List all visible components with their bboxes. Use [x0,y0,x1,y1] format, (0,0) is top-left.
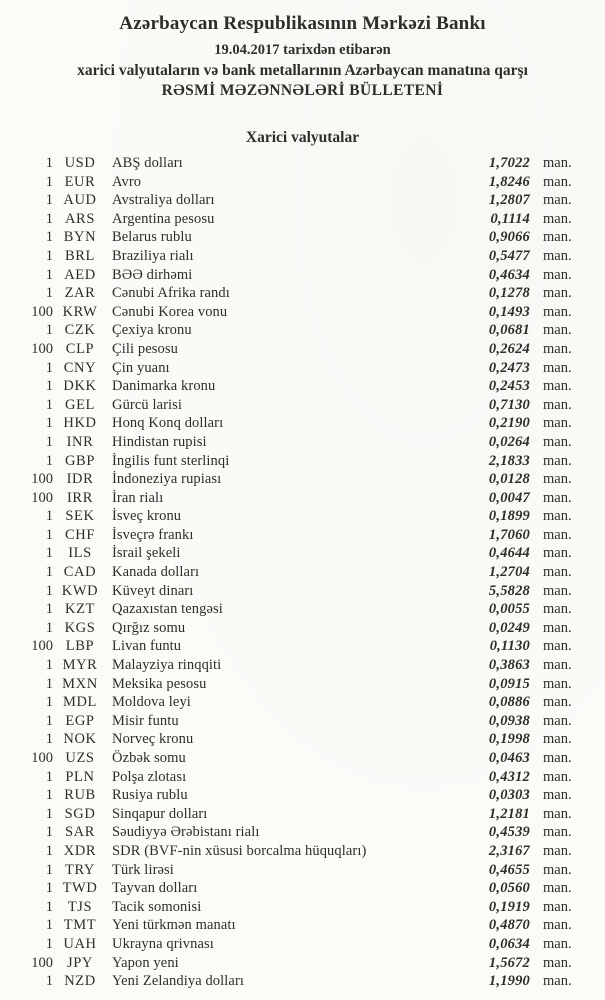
table-row [0,637,605,656]
row-unit-label: man. [543,917,572,934]
table-row [0,359,605,378]
row-currency-name: Qazaxıstan tengəsi [112,601,223,618]
row-currency-code: HKD [63,415,97,432]
row-unit-label: man. [543,564,572,581]
row-quantity: 100 [31,489,53,506]
row-quantity: 1 [45,712,53,729]
row-quantity: 1 [45,731,53,748]
row-currency-name: Moldova leyi [112,694,191,711]
table-row [0,712,605,731]
row-currency-code: GEL [65,396,95,413]
row-rate-value: 1,2181 [488,805,530,822]
row-unit-label: man. [543,452,572,469]
row-rate-value: 0,0938 [488,712,530,729]
row-unit-label: man. [543,489,572,506]
table-row [0,805,605,824]
row-rate-value: 0,3863 [488,657,530,674]
row-currency-name: Danimarka kronu [112,378,216,395]
row-rate-value: 0,1493 [488,303,530,320]
row-quantity: 1 [45,768,53,785]
row-unit-label: man. [543,173,572,190]
row-unit-label: man. [543,973,572,990]
row-rate-value: 0,1919 [488,898,530,915]
table-row [0,749,605,768]
row-currency-name: Norveç kronu [112,731,194,748]
row-quantity: 1 [45,861,53,878]
row-rate-value: 0,4655 [488,861,530,878]
row-unit-label: man. [543,526,572,543]
doc-bulletin-title: RƏSMİ MƏZƏNNƏLƏRİ BÜLLETENİ [161,82,444,99]
row-quantity: 1 [45,210,53,227]
row-rate-value: 0,1114 [490,210,530,227]
row-currency-code: CZK [64,322,96,339]
row-unit-label: man. [543,824,572,841]
table-row [0,972,605,991]
row-unit-label: man. [543,247,572,264]
row-currency-code: CLP [65,340,95,357]
row-unit-label: man. [543,954,572,971]
row-quantity: 1 [45,805,53,822]
row-quantity: 1 [45,657,53,674]
row-rate-value: 0,2624 [488,340,530,357]
row-currency-name: Rusiya rublu [112,787,188,804]
table-row [0,935,605,954]
row-currency-code: BRL [65,247,95,264]
row-unit-label: man. [543,787,572,804]
row-currency-code: CAD [63,564,97,581]
table-row [0,377,605,396]
row-currency-name: Meksika pesosu [112,675,207,692]
table-row [0,898,605,917]
row-rate-value: 0,0634 [488,935,530,952]
row-quantity: 1 [45,917,53,934]
row-rate-value: 0,0128 [488,471,530,488]
row-currency-name: Ukrayna qrivnası [112,935,214,952]
row-currency-code: DKK [63,378,97,395]
row-currency-code: USD [64,155,96,171]
table-row [0,507,605,526]
row-currency-name: Yeni türkmən manatı [112,917,236,934]
row-rate-value: 0,2190 [488,415,530,432]
row-quantity: 1 [45,508,53,525]
row-rate-value: 1,1990 [488,973,530,990]
row-quantity: 1 [45,898,53,915]
row-currency-name: Yeni Zelandiya dolları [112,973,245,990]
row-currency-code: ILS [68,545,92,562]
row-currency-name: Malayziya rinqqiti [112,657,222,674]
row-currency-name: ABŞ dolları [112,155,183,171]
row-currency-name: SDR (BVF-nin xüsusi borcalma hüquqları) [112,842,367,859]
table-row [0,954,605,973]
row-rate-value: 0,0264 [488,433,530,450]
row-currency-name: Misir funtu [112,712,179,729]
row-quantity: 1 [45,824,53,841]
row-currency-name: Hindistan rupisi [112,433,207,450]
row-unit-label: man. [543,322,572,339]
row-currency-code: UAH [63,935,97,952]
table-row [0,191,605,210]
row-currency-code: KRW [62,303,98,320]
row-unit-label: man. [543,619,572,636]
row-currency-name: Avro [112,173,142,190]
table-row [0,396,605,415]
row-quantity: 1 [45,694,53,711]
row-unit-label: man. [543,378,572,395]
table-row [0,414,605,433]
row-quantity: 1 [45,582,53,599]
row-currency-name: Gürcü larisi [112,396,183,413]
row-unit-label: man. [543,898,572,915]
row-quantity: 1 [45,266,53,283]
row-rate-value: 0,0463 [488,750,530,766]
row-currency-name: Çin yuanı [112,359,170,376]
table-row [0,228,605,247]
row-quantity: 100 [31,303,53,320]
row-currency-name: Braziliya rialı [112,247,194,264]
table-row [0,563,605,582]
row-currency-code: MDL [62,694,98,711]
row-quantity: 1 [45,173,53,190]
row-currency-name: Tayvan dolları [112,880,198,897]
row-unit-label: man. [543,694,572,711]
row-unit-label: man. [543,508,572,525]
row-currency-code: EGP [65,712,95,729]
row-rate-value: 0,7130 [488,396,530,413]
row-currency-name: Yapon yeni [112,954,179,971]
row-currency-code: CNY [63,359,97,376]
row-quantity: 1 [45,415,53,432]
row-quantity: 100 [31,340,53,357]
row-quantity: 1 [45,359,53,376]
row-rate-value: 2,3167 [488,842,530,859]
row-currency-name: Polşa zlotası [112,768,187,785]
row-rate-value: 0,1130 [489,638,530,655]
table-row [0,693,605,712]
row-currency-code: TMT [63,917,97,934]
table-row [0,433,605,452]
row-rate-value: 0,1998 [488,731,530,748]
row-unit-label: man. [543,582,572,599]
row-currency-name: Özbək somu [112,750,186,766]
row-currency-code: ZAR [64,285,96,302]
row-quantity: 1 [45,545,53,562]
row-unit-label: man. [543,155,572,171]
table-row [0,173,605,192]
row-currency-code: RUB [64,787,96,804]
table-row [0,470,605,489]
table-row [0,768,605,787]
table-row [0,619,605,638]
row-rate-value: 1,7022 [488,155,530,171]
row-unit-label: man. [543,359,572,376]
row-quantity: 1 [45,935,53,952]
row-rate-value: 0,2453 [488,378,530,395]
row-currency-name: Argentina pesosu [112,210,215,227]
row-currency-code: SEK [65,508,95,525]
section-title: Xarici valyutalar [245,129,360,146]
doc-title: Azərbaycan Respublikasının Mərkəzi Bankı [119,13,486,34]
row-rate-value: 0,0055 [488,601,530,618]
row-currency-code: UZS [65,750,95,766]
row-quantity: 1 [45,322,53,339]
row-unit-label: man. [543,396,572,413]
row-unit-label: man. [543,731,572,748]
row-currency-code: KGS [64,619,96,636]
row-currency-name: Kanada dolları [112,564,200,581]
table-row [0,544,605,563]
row-rate-value: 0,0915 [488,675,530,692]
row-unit-label: man. [543,433,572,450]
row-currency-name: Sinqapur dolları [112,805,208,822]
row-currency-name: BƏƏ dirhəmi [112,266,193,283]
row-rate-value: 0,5477 [488,247,530,264]
table-row [0,321,605,340]
row-rate-value: 1,7060 [488,526,530,543]
row-currency-name: Səudiyyə Ərəbistanı rialı [112,824,260,841]
row-unit-label: man. [543,545,572,562]
row-unit-label: man. [543,471,572,488]
row-rate-value: 0,0303 [488,787,530,804]
row-quantity: 1 [45,564,53,581]
row-currency-code: MXN [62,675,98,692]
row-quantity: 1 [45,396,53,413]
row-currency-code: LBP [65,638,95,655]
row-unit-label: man. [543,842,572,859]
row-currency-name: Cənubi Korea vonu [112,303,228,320]
table-row [0,247,605,266]
row-currency-code: IRR [67,489,93,506]
row-quantity: 1 [45,675,53,692]
table-row [0,600,605,619]
row-currency-name: Türk lirəsi [112,861,174,878]
row-unit-label: man. [543,415,572,432]
table-row [0,303,605,322]
row-rate-value: 0,2473 [488,359,530,376]
row-quantity: 1 [45,229,53,246]
table-row [0,452,605,471]
row-currency-code: KZT [65,601,95,618]
table-row [0,675,605,694]
row-unit-label: man. [543,229,572,246]
row-currency-code: NOK [63,731,97,748]
table-row [0,284,605,303]
row-unit-label: man. [543,768,572,785]
row-currency-code: KWD [61,582,99,599]
row-currency-name: Belarus rublu [112,229,192,246]
row-unit-label: man. [543,266,572,283]
row-currency-code: ARS [64,210,95,227]
row-unit-label: man. [543,638,572,655]
row-rate-value: 0,4870 [488,917,530,934]
row-quantity: 1 [45,192,53,209]
row-currency-code: SAR [64,824,95,841]
table-row [0,861,605,880]
row-rate-value: 0,4634 [488,266,530,283]
table-row [0,842,605,861]
row-currency-code: AED [64,266,96,283]
row-unit-label: man. [543,210,572,227]
row-currency-name: İsrail şekeli [112,545,181,562]
row-rate-value: 1,2704 [488,564,530,581]
row-currency-code: NZD [64,973,96,990]
row-currency-code: JPY [67,954,93,971]
row-currency-name: İngilis funt sterlinqi [112,452,230,469]
row-currency-name: Çexiya kronu [112,322,192,339]
row-unit-label: man. [543,601,572,618]
row-rate-value: 1,5672 [488,954,530,971]
row-currency-code: TRY [65,861,95,878]
table-row [0,154,605,173]
doc-date-line: 19.04.2017 tarixdən etibarən [214,42,391,58]
table-row [0,526,605,545]
row-currency-name: Cənubi Afrika randı [112,285,230,302]
table-row [0,340,605,359]
row-unit-label: man. [543,303,572,320]
row-currency-name: Küveyt dinarı [112,582,194,599]
row-quantity: 1 [45,452,53,469]
row-currency-name: Çili pesosu [112,340,178,357]
row-unit-label: man. [543,657,572,674]
row-rate-value: 1,8246 [488,173,530,190]
row-unit-label: man. [543,192,572,209]
row-quantity: 100 [31,471,53,488]
row-quantity: 1 [45,880,53,897]
row-quantity: 1 [45,285,53,302]
table-row [0,582,605,601]
table-row [0,730,605,749]
row-rate-value: 0,0560 [488,880,530,897]
row-currency-code: PLN [65,768,95,785]
row-quantity: 1 [45,842,53,859]
table-row [0,266,605,285]
table-row [0,210,605,229]
row-rate-value: 0,0047 [488,489,530,506]
row-rate-value: 0,9066 [488,229,530,246]
row-quantity: 1 [45,378,53,395]
row-currency-code: IDR [66,471,94,488]
row-rate-value: 0,1899 [488,508,530,525]
doc-header [0,13,605,100]
row-currency-code: GBP [64,452,95,469]
row-quantity: 1 [45,526,53,543]
row-currency-name: İndoneziya rupiası [112,471,222,488]
row-currency-code: EUR [64,173,96,190]
row-currency-code: INR [66,433,94,450]
row-currency-name: İsveç kronu [112,508,182,525]
row-currency-code: TJS [67,898,93,915]
row-quantity: 1 [45,247,53,264]
row-quantity: 1 [45,973,53,990]
rates-table [0,154,605,991]
row-unit-label: man. [543,861,572,878]
row-currency-code: TWD [62,880,98,897]
row-unit-label: man. [543,880,572,897]
row-currency-code: XDR [63,842,97,859]
doc-subtitle: xarici valyutaların və bank metallarının Azərbaycan manatına qarşı [77,62,528,79]
row-currency-name: Livan funtu [112,638,182,655]
row-quantity: 1 [45,619,53,636]
row-rate-value: 0,0681 [488,322,530,339]
row-rate-value: 0,4312 [488,768,530,785]
table-row [0,656,605,675]
row-quantity: 1 [45,601,53,618]
row-quantity: 1 [45,155,53,171]
row-currency-name: İsveçrə frankı [112,526,194,543]
row-rate-value: 0,4539 [488,824,530,841]
row-currency-code: AUD [63,192,97,209]
row-unit-label: man. [543,285,572,302]
row-currency-name: İran rialı [112,489,164,506]
row-currency-name: Honq Konq dolları [112,415,224,432]
table-row [0,823,605,842]
row-rate-value: 1,2807 [488,192,530,209]
row-unit-label: man. [543,712,572,729]
row-currency-name: Tacik somonisi [112,898,202,915]
row-rate-value: 2,1833 [488,452,530,469]
row-unit-label: man. [543,675,572,692]
row-currency-name: Avstraliya dolları [112,192,215,209]
table-row [0,786,605,805]
row-rate-value: 0,0249 [488,619,530,636]
row-quantity: 100 [31,638,53,655]
row-rate-value: 0,1278 [488,285,530,302]
row-unit-label: man. [543,805,572,822]
row-currency-code: SGD [64,805,96,822]
row-unit-label: man. [543,935,572,952]
row-quantity: 1 [45,787,53,804]
table-row [0,879,605,898]
table-row [0,489,605,508]
row-quantity: 100 [31,954,53,971]
row-unit-label: man. [543,340,572,357]
row-quantity: 100 [31,750,53,766]
table-row [0,916,605,935]
row-rate-value: 0,4644 [488,545,530,562]
row-currency-name: Qırğız somu [112,619,186,636]
row-currency-code: MYR [62,657,98,674]
row-currency-code: CHF [64,526,95,543]
row-rate-value: 0,0886 [488,694,530,711]
row-currency-code: BYN [63,229,97,246]
row-quantity: 1 [45,433,53,450]
row-rate-value: 5,5828 [488,582,530,599]
row-unit-label: man. [543,750,572,766]
